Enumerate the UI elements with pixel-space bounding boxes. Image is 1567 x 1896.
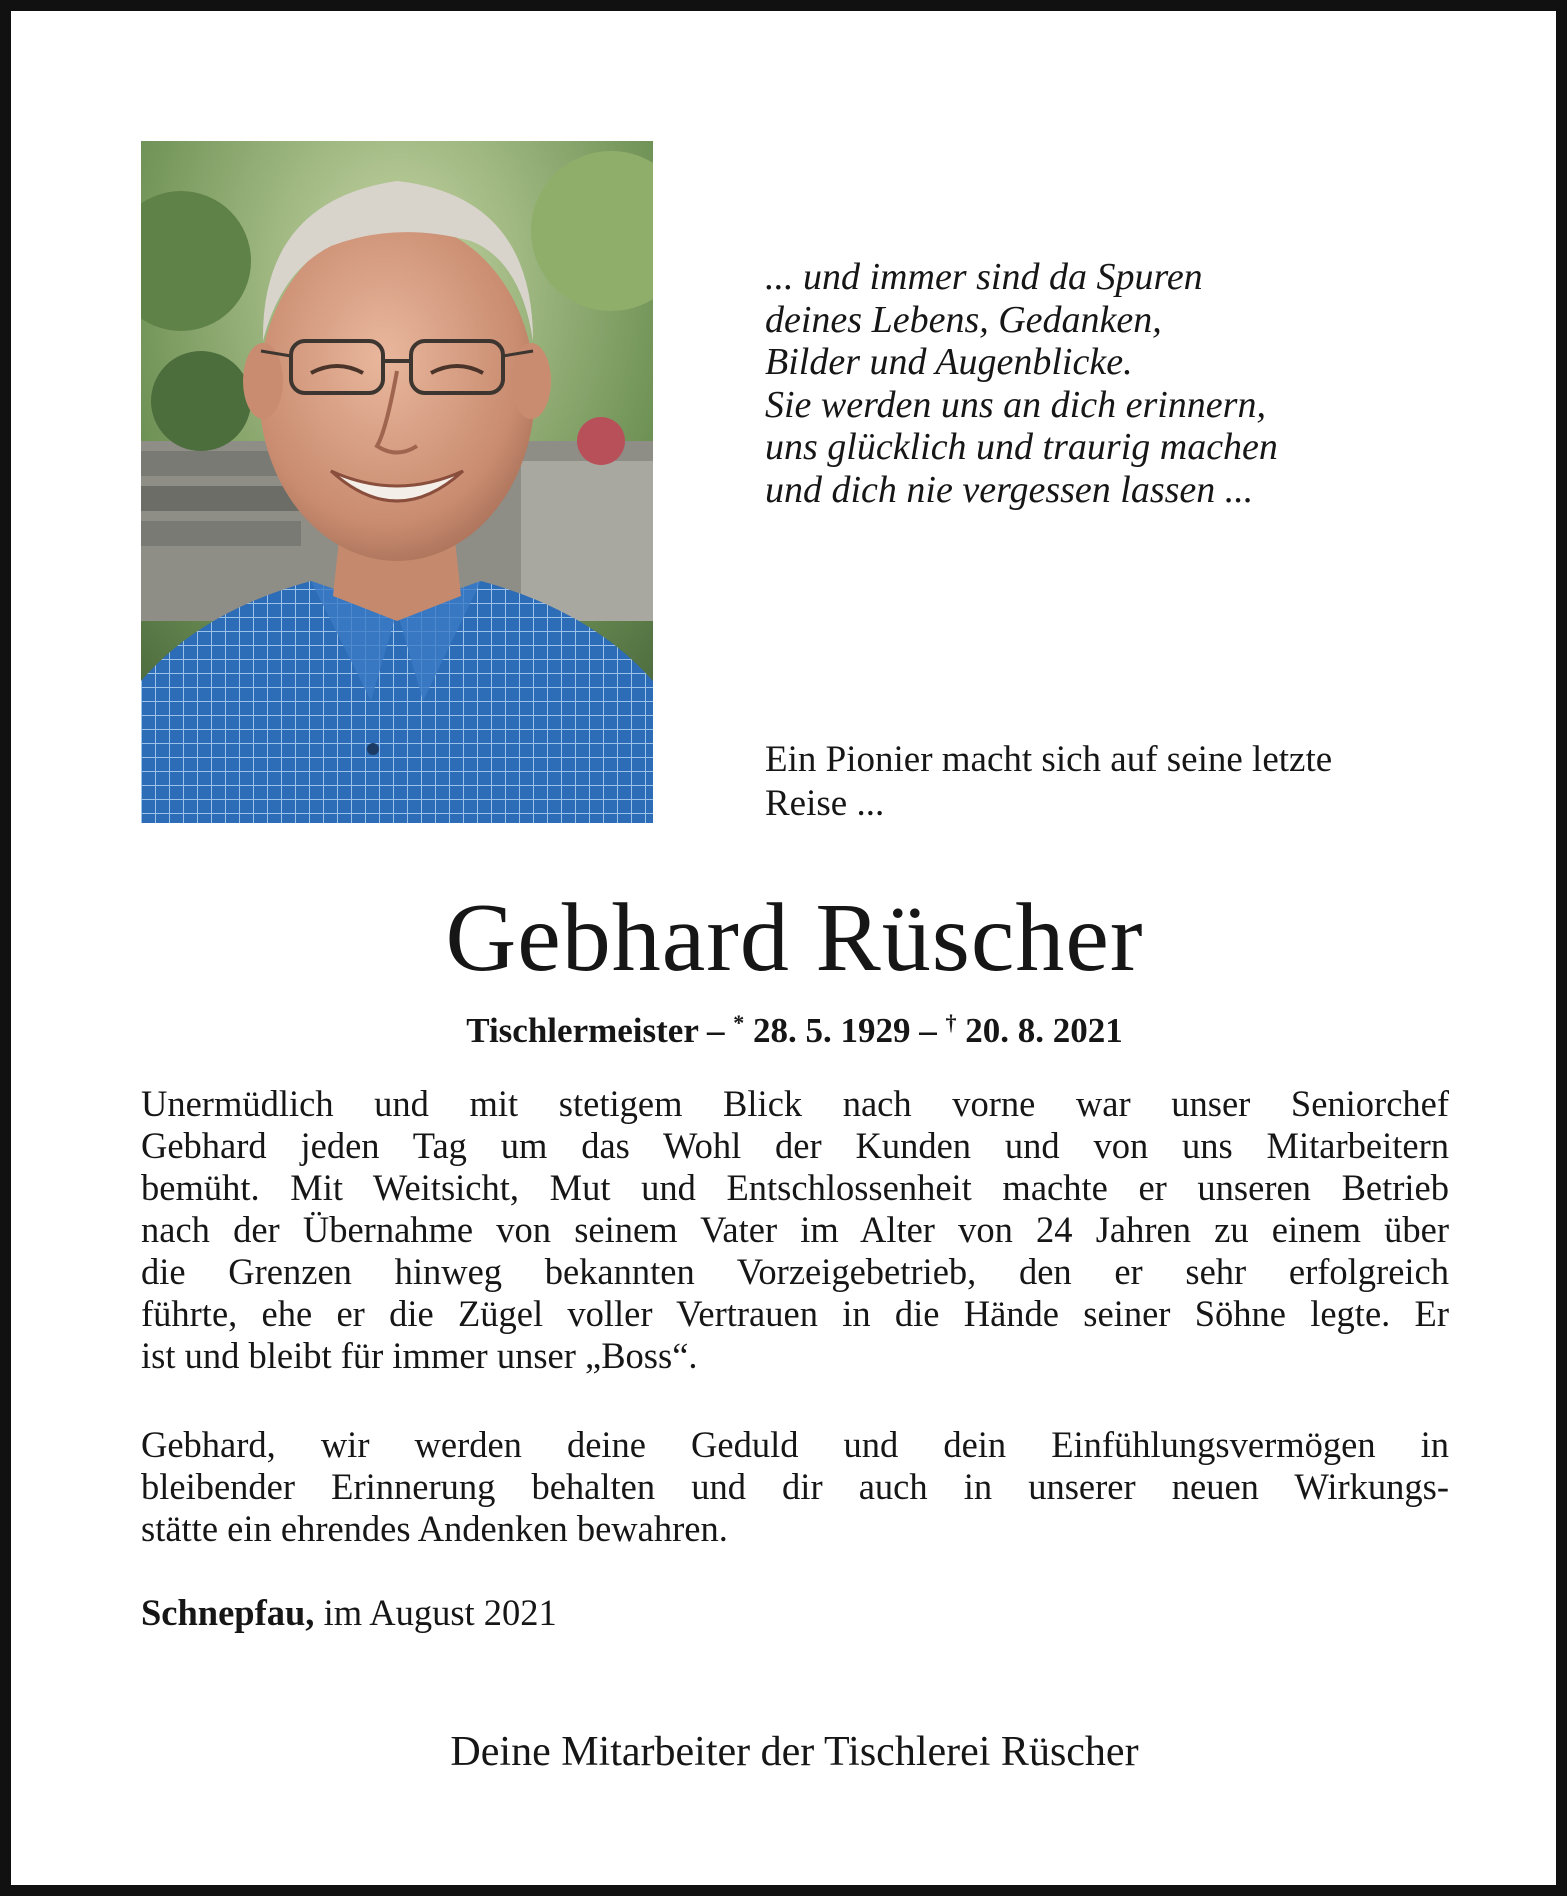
portrait-illustration (141, 141, 653, 823)
memorial-poem (765, 256, 1485, 511)
tribute-line: bemüht. Mit Weitsicht, Mut und Entschlossenheit machte er unseren Betrieb (141, 1167, 1449, 1208)
poem-line: ... und immer sind da Spuren (765, 256, 1203, 298)
intro-text (765, 738, 1455, 826)
deceased-name: Gebhard Rüscher (445, 884, 1144, 992)
portrait-photo (141, 141, 653, 823)
tribute-line: Gebhard, wir werden deine Geduld und dein Einfühlungsvermögen in (141, 1424, 1449, 1465)
signature: Deine Mitarbeiter der Tischlerei Rüscher (450, 1729, 1139, 1775)
death-symbol: † (945, 1010, 957, 1035)
birth-date: 28. 5. 1929 (752, 1011, 911, 1050)
tribute-line: bleibender Erinnerung behalten und dir auch in unserer neuen Wirkungs- (141, 1466, 1449, 1507)
profession: Tischlermeister (466, 1011, 699, 1050)
tribute-line: Gebhard jeden Tag um das Wohl der Kunden und von uns Mitarbeitern (141, 1125, 1449, 1166)
place-and-date (141, 1591, 557, 1635)
poem-line: und dich nie vergessen lassen ... (765, 468, 1254, 511)
profession-and-dates: Tischlermeister – * 28. 5. 1929 – † 20. 8. 2021 (466, 1010, 1123, 1050)
poem-line: deines Lebens, Gedanken, (765, 298, 1162, 341)
poem-line: Bilder und Augenblicke. (765, 341, 1133, 383)
death-date: 20. 8. 2021 (965, 1011, 1123, 1050)
poem-line: uns glücklich und traurig machen (765, 426, 1278, 468)
intro-line-1: Ein Pionier macht sich auf seine letzte (765, 739, 1333, 780)
tribute-line: nach der Übernahme von seinem Vater im Alter von 24 Jahren zu einem über (141, 1209, 1449, 1250)
tribute-line: führte, ehe er die Zügel voller Vertrauen in die Hände seiner Söhne legte. Er (141, 1293, 1449, 1334)
intro-line-2: Reise ... (765, 783, 885, 824)
birth-symbol: * (733, 1010, 745, 1035)
tribute-paragraph-2 (141, 1424, 1449, 1550)
tribute-line: die Grenzen hinweg bekannten Vorzeigebetrieb, den er sehr erfolgreich (141, 1251, 1449, 1292)
place-town: Schnepfau, (141, 1592, 315, 1633)
place-date: im August 2021 (323, 1592, 557, 1633)
tribute-line: ist und bleibt für immer unser „Boss“. (141, 1335, 698, 1376)
tribute-line: stätte ein ehrendes Andenken bewahren. (141, 1508, 728, 1549)
tribute-paragraph-1 (141, 1083, 1449, 1377)
tribute-line: Unermüdlich und mit stetigem Blick nach vorne war unser Seniorchef (141, 1083, 1449, 1124)
poem-line: Sie werden uns an dich erinnern, (765, 383, 1266, 426)
